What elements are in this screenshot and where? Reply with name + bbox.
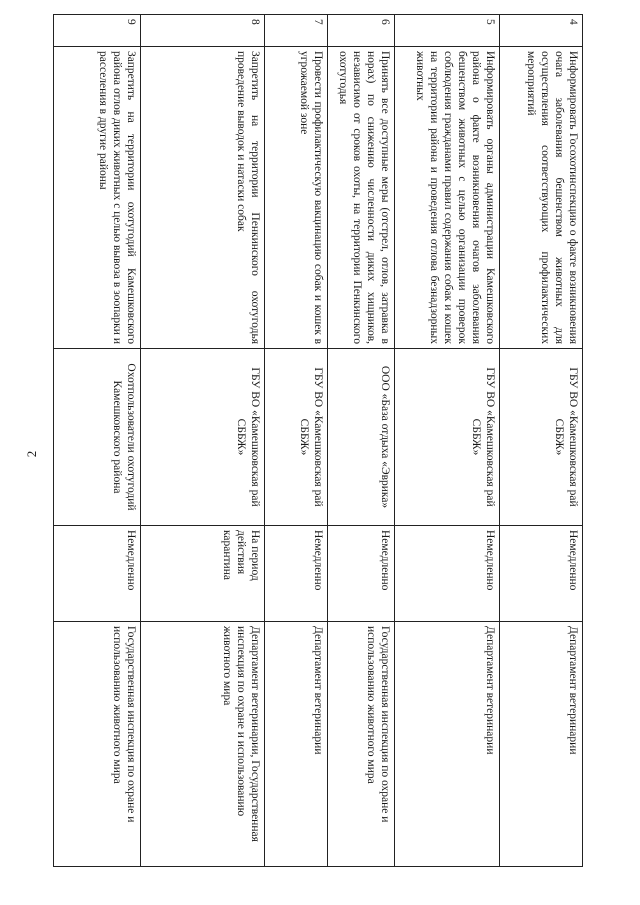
deadline-cell: Немедленно (328, 526, 395, 622)
row-number: 7 (264, 15, 327, 47)
measure-cell: Запретить на территории охотугодий Камешковского района отлов диких животных с целью вывоза в зоопарки и расселения в другие районы (54, 47, 141, 349)
responsible-cell: Государственная инспекция по охране и использованию животного мира (54, 622, 141, 867)
row-number: 6 (328, 15, 395, 47)
table-row (54, 15, 141, 867)
responsible-cell: Департамент ветеринарии, Государственная инспекция по охране и использованию животного мира (141, 622, 265, 867)
executor-cell: ГБУ ВО «Камешковская рай СББЖ» (141, 349, 265, 526)
executor-cell: Охотпользователи охотугодий Камешковского района (54, 349, 141, 526)
measure-cell: Информировать Госохотинспекцию о факте возникновения очага заболевания бешенством животных для осуществления соответствующих профилактических мероприятий (499, 47, 582, 349)
deadline-cell: Немедленно (264, 526, 327, 622)
row-number: 9 (54, 15, 141, 47)
measure-cell: Запретить на территории Пенкинского охотугодья проведение выводок и натаски собак (141, 47, 265, 349)
page-number: 2 (24, 450, 39, 458)
responsible-cell: Государственная инспекция по охране и использованию животного мира (328, 622, 395, 867)
measures-table-wrapper (53, 14, 583, 866)
deadline-cell: Немедленно (395, 526, 500, 622)
measures-table (53, 14, 583, 867)
table-row (264, 15, 327, 867)
deadline-cell: На период действия карантина (141, 526, 265, 622)
responsible-cell: Департамент ветеринарии (395, 622, 500, 867)
measure-cell: Принять все доступные меры (отстрел, отлов, затравка в норах) по снижению численности диких хищников, независимо от сроков охоты, на территории Пенкинского охотугодья (328, 47, 395, 349)
row-number: 8 (141, 15, 265, 47)
measure-cell: Провести профилактическую вакцинацию собак и кошек в угрожаемой зоне (264, 47, 327, 349)
table-row (395, 15, 500, 867)
row-number: 5 (395, 15, 500, 47)
table-row (328, 15, 395, 867)
executor-cell: ГБУ ВО «Камешковская рай СББЖ» (395, 349, 500, 526)
responsible-cell: Департамент ветеринарии (499, 622, 582, 867)
executor-cell: ГБУ ВО «Камешковская рай СББЖ» (264, 349, 327, 526)
table-row (499, 15, 582, 867)
deadline-cell: Немедленно (54, 526, 141, 622)
table-row (141, 15, 265, 867)
executor-cell: ГБУ ВО «Камешковская рай СББЖ» (499, 349, 582, 526)
measure-cell: Информировать органы администрации Камешковского района о факте возникновения очагов заболевания бешенством животных с целью организации проверок соблюдения гражданами правил содержания собак и кошек на территории района и проведения отлова безнадзорных животных (395, 47, 500, 349)
row-number: 4 (499, 15, 582, 47)
responsible-cell: Департамент ветеринарии (264, 622, 327, 867)
executor-cell: ООО «База отдыха «Эврика» (328, 349, 395, 526)
deadline-cell: Немедленно (499, 526, 582, 622)
